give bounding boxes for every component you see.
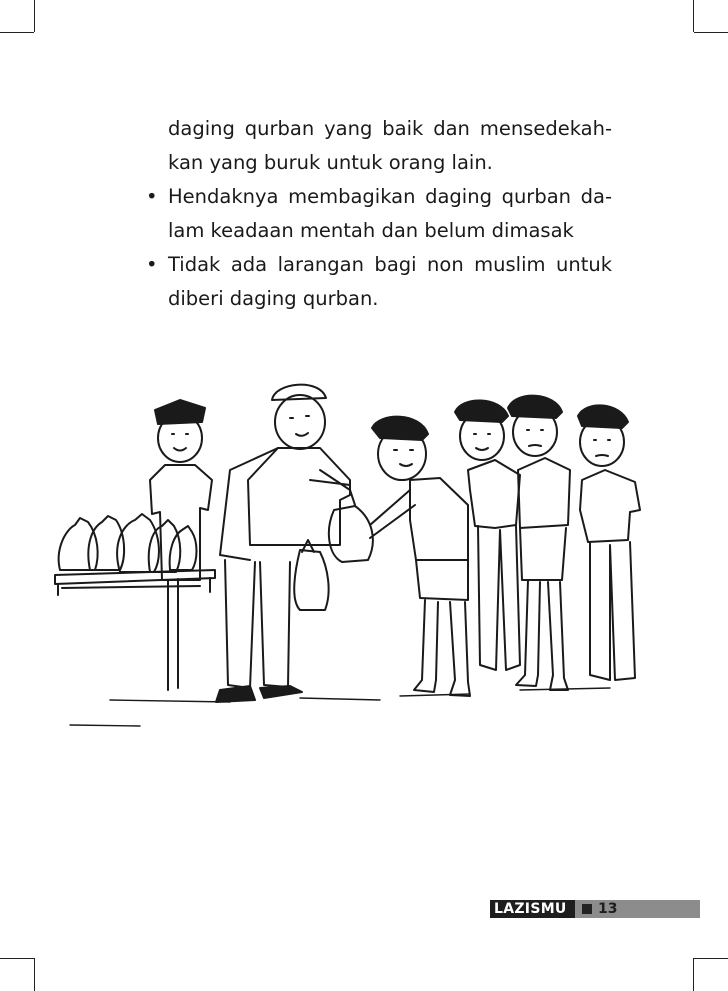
footer-page-block <box>575 900 700 918</box>
text-line: kan yang buruk untuk orang lain. <box>168 151 493 174</box>
bullet-item-text: Hendaknya membagikan daging qurban da- <box>168 185 612 208</box>
bullet-item <box>136 180 612 214</box>
crop-mark-top-left-h <box>0 32 34 33</box>
crop-mark-bottom-right-h <box>694 958 728 959</box>
crop-mark-top-right-v <box>693 0 694 32</box>
handed-bag <box>329 506 373 562</box>
boy-receiving-figure <box>370 417 470 696</box>
boy-figure <box>455 400 520 670</box>
bullet-item <box>136 248 612 282</box>
crop-mark-top-left-v <box>34 0 35 32</box>
illustration-meat-distribution <box>50 330 670 750</box>
bullet-marker: • <box>146 185 158 208</box>
man-figure <box>216 385 355 702</box>
body-text <box>136 112 612 316</box>
text-line: lam keadaan mentah dan belum dimasak <box>168 219 574 242</box>
text-line: daging qurban yang baik dan mensedekah- <box>168 117 612 140</box>
bullet-item-text: Tidak ada larangan bagi non muslim untuk <box>168 253 612 276</box>
page-number: 13 <box>598 901 618 917</box>
crop-mark-top-right-h <box>694 32 728 33</box>
boy-figure <box>578 405 640 680</box>
crop-mark-bottom-right-v <box>693 958 694 991</box>
page-footer <box>490 900 700 918</box>
table-with-bags <box>55 514 215 690</box>
footer-brand: LAZISMU <box>494 901 567 917</box>
crop-mark-bottom-left-h <box>0 958 34 959</box>
text-line: diberi daging qurban. <box>168 287 379 310</box>
crop-mark-bottom-left-v <box>34 958 35 991</box>
square-icon <box>582 904 592 914</box>
bullet-marker: • <box>146 253 158 276</box>
